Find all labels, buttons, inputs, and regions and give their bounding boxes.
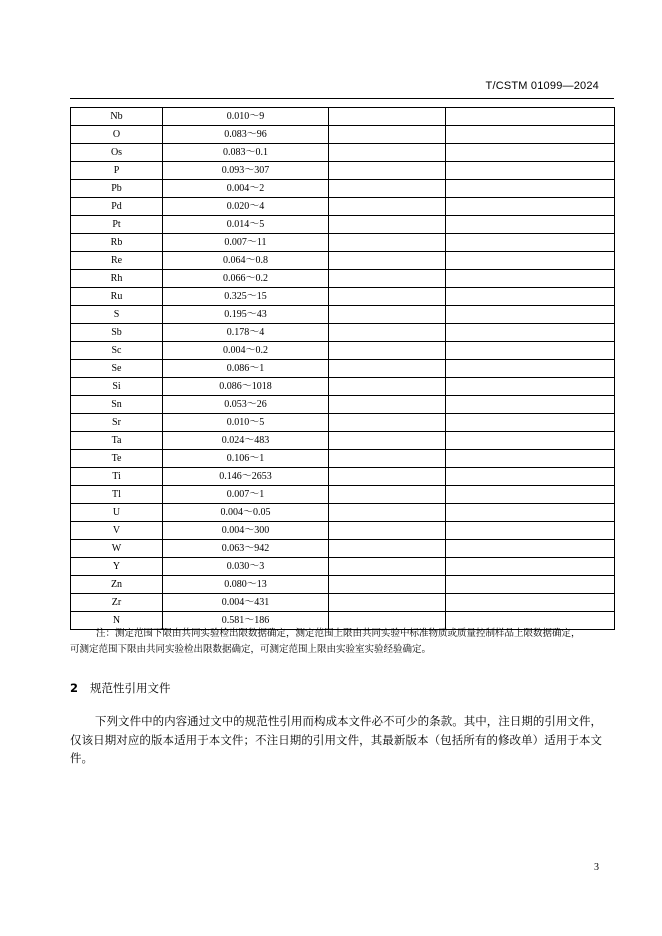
empty-cell (446, 126, 615, 144)
range-cell: 0.014～5 (163, 216, 329, 234)
standard-code: T/CSTM 01099—2024 (485, 80, 599, 92)
table-row (71, 198, 615, 216)
element-cell: Se (71, 360, 163, 378)
table-row (71, 558, 615, 576)
range-cell: 0.178～4 (163, 324, 329, 342)
table-body (71, 108, 615, 630)
element-cell: S (71, 306, 163, 324)
page-number: 3 (594, 862, 599, 873)
empty-cell (446, 342, 615, 360)
empty-cell (446, 270, 615, 288)
element-cell: Pt (71, 216, 163, 234)
empty-cell (329, 198, 446, 216)
element-cell: Sn (71, 396, 163, 414)
empty-cell (329, 468, 446, 486)
empty-cell (446, 306, 615, 324)
empty-cell (446, 108, 615, 126)
empty-cell (446, 522, 615, 540)
table-row (71, 396, 615, 414)
empty-cell (329, 594, 446, 612)
element-cell: Pb (71, 180, 163, 198)
section-heading (70, 680, 171, 696)
range-cell: 0.030～3 (163, 558, 329, 576)
range-cell: 0.106～1 (163, 450, 329, 468)
empty-cell (329, 144, 446, 162)
range-cell: 0.004～2 (163, 180, 329, 198)
range-cell: 0.007～11 (163, 234, 329, 252)
range-cell: 0.093～307 (163, 162, 329, 180)
empty-cell (446, 594, 615, 612)
empty-cell (329, 504, 446, 522)
header-rule (70, 98, 614, 99)
element-cell: W (71, 540, 163, 558)
range-cell: 0.010～9 (163, 108, 329, 126)
empty-cell (329, 360, 446, 378)
empty-cell (329, 162, 446, 180)
table-row (71, 180, 615, 198)
range-cell: 0.086～1 (163, 360, 329, 378)
range-cell: 0.004～0.2 (163, 342, 329, 360)
empty-cell (329, 558, 446, 576)
empty-cell (446, 252, 615, 270)
table-row (71, 216, 615, 234)
element-cell: Rb (71, 234, 163, 252)
empty-cell (446, 144, 615, 162)
range-cell: 0.024～483 (163, 432, 329, 450)
empty-cell (329, 414, 446, 432)
range-cell: 0.063～942 (163, 540, 329, 558)
empty-cell (446, 162, 615, 180)
empty-cell (446, 540, 615, 558)
empty-cell (329, 234, 446, 252)
table-row (71, 504, 615, 522)
table-row (71, 576, 615, 594)
table-row (71, 432, 615, 450)
element-cell: Zr (71, 594, 163, 612)
element-cell: Pd (71, 198, 163, 216)
range-cell: 0.004～431 (163, 594, 329, 612)
section-number: 2 (70, 681, 79, 695)
table-row (71, 252, 615, 270)
element-cell: Sr (71, 414, 163, 432)
range-cell: 0.086～1018 (163, 378, 329, 396)
table-row (71, 306, 615, 324)
range-cell: 0.053～26 (163, 396, 329, 414)
element-cell: Sb (71, 324, 163, 342)
note-line-1: 注：测定范围下限由共同实验检出限数据确定，测定范围上限由共同实验中标准物质或质量控制样品上限数据确定， (96, 629, 581, 639)
element-cell: Si (71, 378, 163, 396)
empty-cell (446, 324, 615, 342)
table-row (71, 414, 615, 432)
empty-cell (329, 108, 446, 126)
element-cell: P (71, 162, 163, 180)
empty-cell (329, 432, 446, 450)
table-row (71, 108, 615, 126)
element-cell: V (71, 522, 163, 540)
empty-cell (329, 576, 446, 594)
empty-cell (329, 216, 446, 234)
empty-cell (329, 378, 446, 396)
empty-cell (446, 378, 615, 396)
empty-cell (329, 486, 446, 504)
range-cell: 0.010～5 (163, 414, 329, 432)
table-row (71, 324, 615, 342)
empty-cell (329, 540, 446, 558)
empty-cell (446, 198, 615, 216)
empty-cell (446, 180, 615, 198)
table-row (71, 450, 615, 468)
empty-cell (446, 414, 615, 432)
table-note (70, 626, 614, 658)
measurement-range-table (70, 107, 615, 630)
section-paragraph: 下列文件中的内容通过文中的规范性引用而构成本文件必不可少的条款。其中，注日期的引用文件，仅该日期对应的版本适用于本文件；不注日期的引用文件，其最新版本（包括所有的修改单）适用于本文件。 (70, 716, 602, 765)
element-cell: Ta (71, 432, 163, 450)
note-line-2: 可测定范围下限由共同实验检出限数据确定，可测定范围上限由实验室实验经验确定。 (70, 645, 432, 655)
element-cell: Ru (71, 288, 163, 306)
empty-cell (329, 252, 446, 270)
element-cell: Nb (71, 108, 163, 126)
empty-cell (329, 396, 446, 414)
empty-cell (446, 216, 615, 234)
empty-cell (329, 288, 446, 306)
range-cell: 0.066～0.2 (163, 270, 329, 288)
range-cell: 0.325～15 (163, 288, 329, 306)
table-row (71, 486, 615, 504)
element-cell: Tl (71, 486, 163, 504)
table-row (71, 594, 615, 612)
element-cell: Sc (71, 342, 163, 360)
range-cell: 0.083～0.1 (163, 144, 329, 162)
empty-cell (446, 504, 615, 522)
empty-cell (446, 576, 615, 594)
element-cell: Os (71, 144, 163, 162)
element-cell: Ti (71, 468, 163, 486)
table-row (71, 540, 615, 558)
section-title: 规范性引用文件 (90, 681, 171, 695)
table-row (71, 468, 615, 486)
table-row (71, 288, 615, 306)
table-row (71, 522, 615, 540)
element-cell: Zn (71, 576, 163, 594)
empty-cell (329, 342, 446, 360)
empty-cell (446, 288, 615, 306)
empty-cell (446, 558, 615, 576)
empty-cell (329, 270, 446, 288)
empty-cell (446, 450, 615, 468)
table-row (71, 360, 615, 378)
range-cell: 0.004～0.05 (163, 504, 329, 522)
range-cell: 0.064～0.8 (163, 252, 329, 270)
element-cell: Te (71, 450, 163, 468)
range-cell: 0.080～13 (163, 576, 329, 594)
empty-cell (446, 360, 615, 378)
table-row (71, 126, 615, 144)
empty-cell (329, 306, 446, 324)
element-cell: Re (71, 252, 163, 270)
element-cell: Rh (71, 270, 163, 288)
table-row (71, 144, 615, 162)
table-row (71, 162, 615, 180)
table-row (71, 270, 615, 288)
empty-cell (329, 180, 446, 198)
table-row (71, 234, 615, 252)
empty-cell (446, 468, 615, 486)
element-cell: O (71, 126, 163, 144)
table-row (71, 342, 615, 360)
empty-cell (446, 396, 615, 414)
range-cell: 0.004～300 (163, 522, 329, 540)
table-row (71, 378, 615, 396)
empty-cell (446, 486, 615, 504)
range-cell: 0.581～186 (163, 612, 329, 630)
range-cell: 0.007～1 (163, 486, 329, 504)
element-cell: N (71, 612, 163, 630)
range-cell: 0.083～96 (163, 126, 329, 144)
range-cell: 0.020～4 (163, 198, 329, 216)
element-cell: U (71, 504, 163, 522)
empty-cell (329, 450, 446, 468)
range-cell: 0.146～2653 (163, 468, 329, 486)
empty-cell (446, 432, 615, 450)
empty-cell (446, 234, 615, 252)
empty-cell (329, 522, 446, 540)
element-cell: Y (71, 558, 163, 576)
range-cell: 0.195～43 (163, 306, 329, 324)
empty-cell (329, 324, 446, 342)
empty-cell (329, 126, 446, 144)
